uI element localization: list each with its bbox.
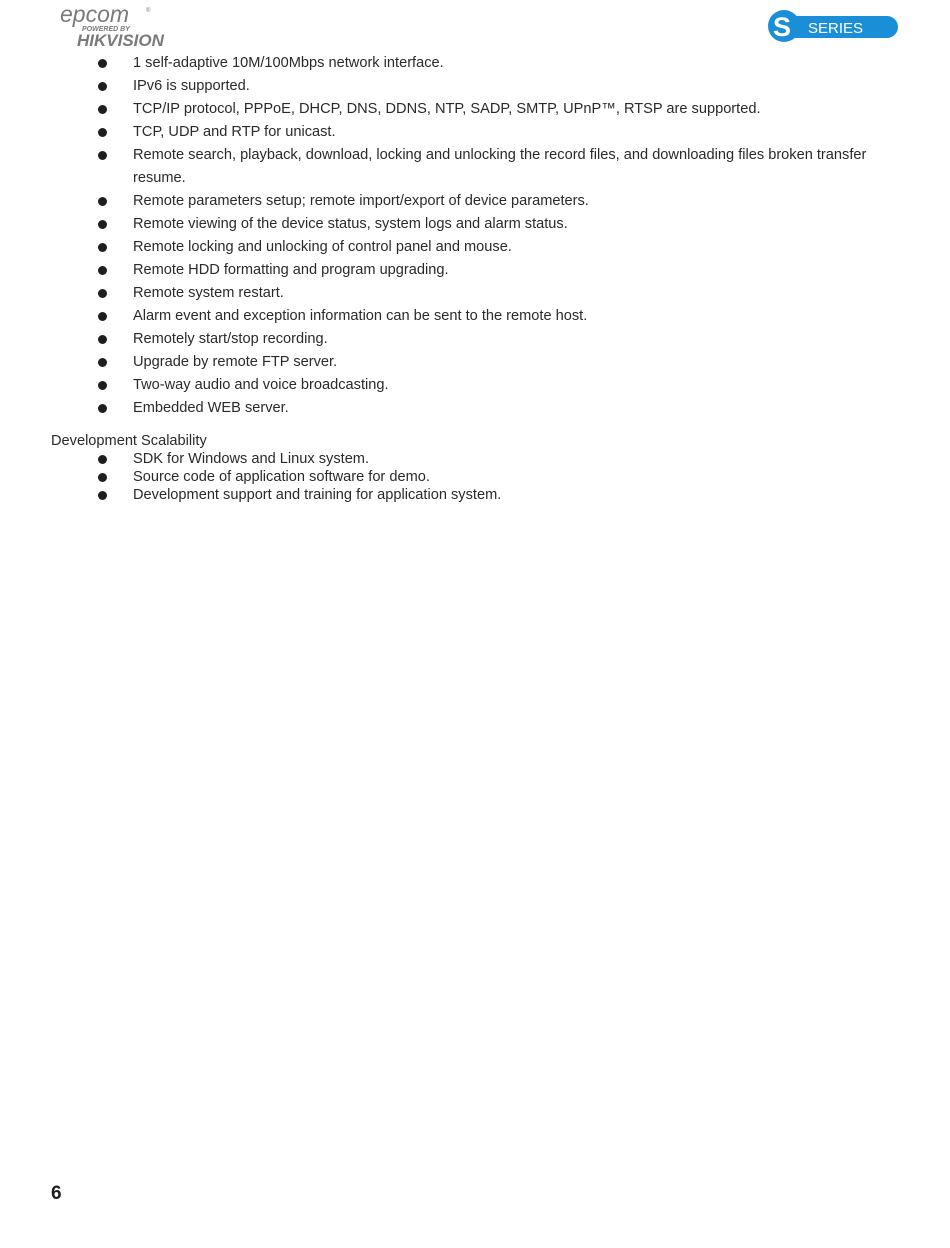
- bullet-icon: [98, 289, 107, 298]
- list-item-text: IPv6 is supported.: [133, 78, 250, 94]
- list-item-text: TCP/IP protocol, PPPoE, DHCP, DNS, DDNS, NTP, SADP, SMTP, UPnP™, RTSP are supported.: [133, 101, 761, 117]
- list-item-text: Alarm event and exception information can be sent to the remote host.: [133, 308, 588, 324]
- bullet-icon: [98, 266, 107, 275]
- list-item: [0, 190, 950, 213]
- list-item-text: Source code of application software for demo.: [133, 469, 430, 485]
- bullet-icon: [98, 105, 107, 114]
- bullet-icon: [98, 358, 107, 367]
- bullet-icon: [98, 243, 107, 252]
- list-item: [0, 282, 950, 305]
- list-item: [0, 75, 950, 98]
- list-item-text: 1 self-adaptive 10M/100Mbps network interface.: [133, 55, 444, 71]
- bullet-icon: [98, 151, 107, 160]
- list-item: [0, 486, 950, 504]
- list-item: [0, 374, 950, 397]
- page-header: [0, 0, 950, 50]
- list-item: [0, 351, 950, 374]
- network-features-list: [0, 52, 950, 420]
- list-item-text: SDK for Windows and Linux system.: [133, 451, 370, 467]
- list-item-text: Remotely start/stop recording.: [133, 331, 328, 347]
- bullet-icon: [98, 59, 107, 68]
- list-item: [0, 468, 950, 486]
- list-item-text: Development support and training for application system.: [133, 487, 502, 503]
- bullet-icon: [98, 335, 107, 344]
- list-item-text: TCP, UDP and RTP for unicast.: [133, 124, 336, 140]
- series-letter: S: [773, 12, 792, 42]
- document-body: [0, 52, 950, 504]
- development-section-title: Development Scalability: [51, 433, 207, 449]
- list-item: [0, 259, 950, 282]
- list-item: [0, 328, 950, 351]
- list-item: [0, 52, 950, 75]
- bullet-icon: [98, 82, 107, 91]
- bullet-icon: [98, 128, 107, 137]
- bullet-icon: [98, 381, 107, 390]
- list-item: [0, 450, 950, 468]
- bullet-icon: [98, 491, 107, 500]
- list-item: [0, 397, 950, 420]
- list-item: [0, 121, 950, 144]
- bullet-icon: [98, 197, 107, 206]
- powered-by-text: POWERED BY: [82, 26, 130, 33]
- bullet-icon: [98, 404, 107, 413]
- hikvision-wordmark: HIKVISION: [77, 31, 164, 50]
- list-item-text: Remote parameters setup; remote import/export of device parameters.: [133, 193, 589, 209]
- list-item: [0, 236, 950, 259]
- list-item: [0, 144, 950, 190]
- bullet-icon: [98, 312, 107, 321]
- list-item-text: Remote viewing of the device status, system logs and alarm status.: [133, 216, 568, 232]
- list-item-text: Embedded WEB server.: [133, 400, 289, 416]
- page-number: 6: [51, 1183, 62, 1204]
- list-item-text: Remote search, playback, download, locking and unlocking the record files, and downloading files broken transfer resume.: [133, 147, 867, 186]
- epcom-wordmark: epcom: [60, 2, 130, 27]
- development-features-list: [0, 450, 950, 504]
- series-label: SERIES: [808, 20, 864, 37]
- bullet-icon: [98, 455, 107, 464]
- epcom-hikvision-logo: [58, 2, 188, 50]
- bullet-icon: [98, 220, 107, 229]
- list-item: [0, 98, 950, 121]
- list-item-text: Two-way audio and voice broadcasting.: [133, 377, 389, 393]
- s-series-logo: [764, 10, 900, 44]
- svg-text:®: ®: [146, 8, 151, 14]
- list-item-text: Remote locking and unlocking of control panel and mouse.: [133, 239, 512, 255]
- list-item: [0, 213, 950, 236]
- bullet-icon: [98, 473, 107, 482]
- list-item-text: Upgrade by remote FTP server.: [133, 354, 338, 370]
- list-item: [0, 305, 950, 328]
- list-item-text: Remote HDD formatting and program upgrading.: [133, 262, 449, 278]
- list-item-text: Remote system restart.: [133, 285, 284, 301]
